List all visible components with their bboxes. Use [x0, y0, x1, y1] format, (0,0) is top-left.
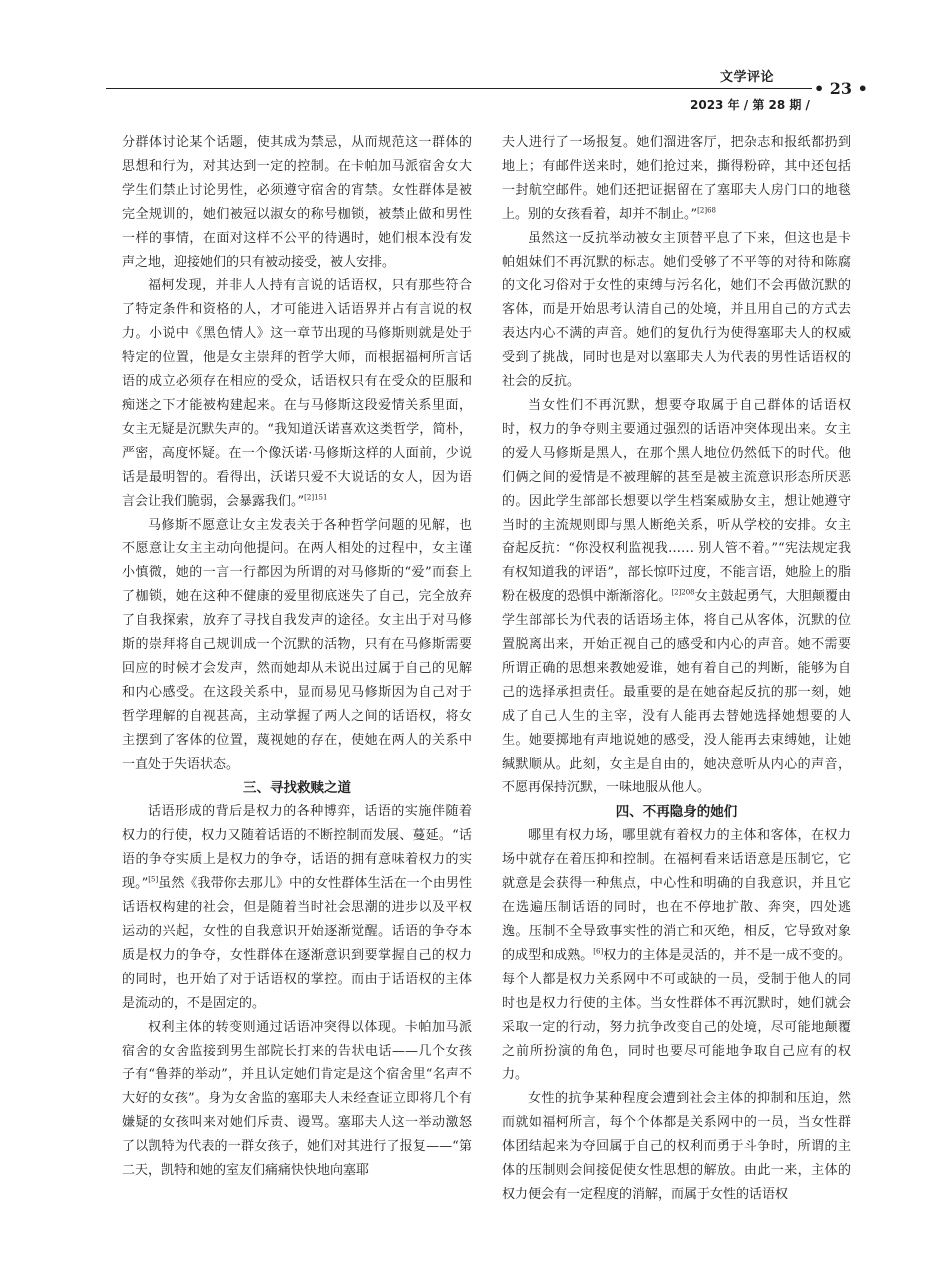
citation-ref: [6]: [593, 947, 604, 956]
paragraph: 女性的抗争某种程度会遭到社会主体的抑制和压迫，然而就如福柯所言，每个个体都是关系网中的一员，当女性群体团结起来为夺回属于自己的权利而勇于斗争时，所谓的主体的压制则会间接促使女性思想的解放。由此一来，主体的权力便会有一定程度的消解，而属于女性的话语权: [502, 1091, 851, 1202]
paragraph-text: 福柯发现，并非人人持有言说的话语权，只有那些符合了特定条件和资格的人，才可能进入话语界并占有言说的权力。小说中《黑色情人》这一章节出现的马修斯则就是处于特定的位置，他是女主崇拜的哲学大师，而根据福柯所言话语的成立必须存在相应的受众，话语权只有在受众的臣服和痴迷之下才能被构建起来。在与马修斯这段爱情关系里面，女主无疑是沉默失声的。“我知道沃诺喜欢这类哲学，简朴，严密，高度怀疑。在一个像沃诺·马修斯这样的人面前，少说话是最明智的。看得出，沃诺只爱不大说话的女人，因为语言会让我们脆弱，会暴露我们。”: [122, 278, 472, 509]
paragraph: [122, 800, 472, 1015]
paragraph-text: 当女性们不再沉默，想要夺取属于自己群体的话语权时，权力的争夺则主要通过强烈的话语冲突体现出来。女主的爱人马修斯是黑人，在那个黑人地位仍然低下的时代。他们俩之间的爱情是不被理解的甚至是被主流意识形态所厌恶的。因此学生部部长想要以学生档案威胁女主，想让她遵守当时的主流规则即与黑人断绝关系，听从学校的安排。女主奋起反抗：“你没权利监视我…… 别人管不着。”“宪法规定我有权知道我的评语”，部长惊吓过度，不能言语，她脸上的脂粉在极度的恐惧中渐渐溶化。: [502, 397, 851, 605]
paragraph-text: 虽然《我带你去那儿》中的女性群体生活在一个由男性话语权构建的社会，但是随着当时社会思潮的进步以及平权运动的兴起，女性的自我意识开始逐渐觉醒。话语的争夺本质是权力的争夺，女性群体在逐渐意识到要掌握自己的权力的同时，也开始了对于话语权的掌控。而由于话语权的主体是流动的，不是固定的。: [122, 876, 472, 1011]
issue-info: 2023 年 / 第 28 期 /: [690, 98, 810, 112]
paragraph: 马修斯不愿意让女主发表关于各种哲学问题的见解，也不愿意让女主主动向他提问。在两人相处的过程中，女主谨小慎微，她的一言一行都因为所谓的对马修斯的“爱”而套上了枷锁，她在这种不健康的爱里彻底迷失了自己，完全放弃了自我探索，放弃了寻找自我发声的途径。女主出于对马修斯的崇拜将自己规训成一个沉默的活物，只有在马修斯需要回应的时候才会发声，然而她却从未说出过属于自己的见解和内心感受。在这段关系中，显而易见马修斯因为自己对于哲学理解的自视甚高，主动掌握了两人之间的话语权，将女主摆到了客体的位置，蔑视她的存在，使她在两人的关系中一直处于失语状态。: [122, 517, 472, 772]
paragraph: 虽然这一反抗举动被女主顶替平息了下来，但这也是卡帕姐妹们不再沉默的标志。她们受够了不平等的对待和陈腐的文化习俗对于女性的束缚与污名化，她们不会再做沉默的客体，而是开始思考认清自己的处境，并且用自己的方式去表达内心不满的声音。她们的复仇行为使得塞耶夫人的权威受到了挑战，同时也是对以塞耶夫人为代表的男性话语权的社会的反抗。: [502, 230, 851, 390]
paragraph: [502, 394, 851, 800]
paragraph-text: 夫人进行了一场报复。她们溜进客厅，把杂志和报纸都扔到地上；有邮件送来时，她们抢过来，撕得粉碎，其中还包括一封航空邮件。她们还把证据留在了塞耶夫人房门口的地毯上。别的女孩看着，却并不制止。”: [502, 135, 851, 222]
citation-ref: [2]68: [697, 206, 716, 215]
paragraph-text: 话语形成的背后是权力的各种博弈，话语的实施伴随着权力的行使，权力又随着话语的不断控制而发展、蔓延。“话语的争夺实质上是权力的争夺，话语的拥有意味着权力的实现。”: [122, 804, 472, 892]
paragraph: 权利主体的转变则通过话语冲突得以体现。卡帕加马派宿舍的女舍监接到男生部院长打来的告状电话——几个女孩子有“鲁莽的举动”，并且认定她们肯定是这个宿舍里“名声不大好的女孩”。身为女舍监的塞耶夫人未经查证立即将几个有嫌疑的女孩叫来对她们斥责、谩骂。塞耶夫人这一举动激怒了以凯特为代表的一群女孩子，她们对其进行了报复——“第二天，凯特和她的室友们痛痛快快地向塞耶: [122, 1019, 472, 1179]
journal-title: 文学评论: [720, 70, 775, 85]
header-rule: [106, 88, 812, 89]
paragraph: 分群体讨论某个话题，使其成为禁忌，从而规范这一群体的思想和行为，对其达到一定的控制。在卡帕加马派宿舍女大学生们禁止讨论男性，必须遵守宿舍的宵禁。女性群体是被完全规训的，她们被冠以淑女的称号枷锁，被禁止做和男性一样的事情，在面对这样不公平的待遇时，她们根本没有发声之地，迎接她们的只有被动接受，被人安排。: [122, 135, 472, 270]
citation-ref: [2]151: [304, 493, 328, 502]
paragraph-text: 女主鼓起勇气，大胆颠覆由学生部部长为代表的话语场主体，将自己从客体，沉默的位置脱离出来，开始正视自己的感受和内心的声音。她不需要所谓正确的思想来教她爱谁，她有着自己的判断，能够为自己的选择承担责任。最重要的是在她奋起反抗的那一刻，她成了自己人生的主宰，没有人能再去替她选择她想要的人生。她要掷地有声地说她的感受，没人能再去束缚她，让她缄默顺从。此刻，女主是自由的，她决意听从内心的声音，不愿再保持沉默，一味地服从他人。: [502, 589, 851, 796]
citation-ref: [5]: [148, 875, 159, 884]
left-column: [122, 131, 472, 1183]
paragraph-text: 哪里有权力场，哪里就有着权力的主体和客体，在权力场中就存在着压抑和控制。在福柯看来话语意是压制它，它就意是会获得一种焦点，中心性和明确的自我意识，并且它在选遍压制话语的同时，也在不停地扩散、奔突，四处逃逸。压制不全导致事实性的消亡和灭绝，相反，它导致对象的成型和成熟。: [502, 828, 851, 963]
citation-ref: [2]208: [671, 588, 695, 597]
section-heading: 三、寻找救赎之道: [243, 780, 351, 797]
page-number: • 23 •: [814, 79, 868, 98]
section-heading: 四、不再隐身的她们: [615, 804, 738, 821]
paragraph: [122, 274, 472, 513]
right-column: [502, 131, 851, 1207]
paragraph: [502, 824, 851, 1087]
paragraph-text: 权力的主体是灵活的，并不是一成不变的。每个人都是权力关系网中不可或缺的一员，受制于他人的同时也是权力行使的主体。当女性群体不再沉默时，她们就会采取一定的行动，努力抗争改变自己的处境，尽可能地颠覆之前所扮演的角色，同时也要尽可能地争取自己应有的权力。: [502, 947, 851, 1083]
page-header: [0, 0, 950, 120]
paragraph: [502, 131, 851, 227]
